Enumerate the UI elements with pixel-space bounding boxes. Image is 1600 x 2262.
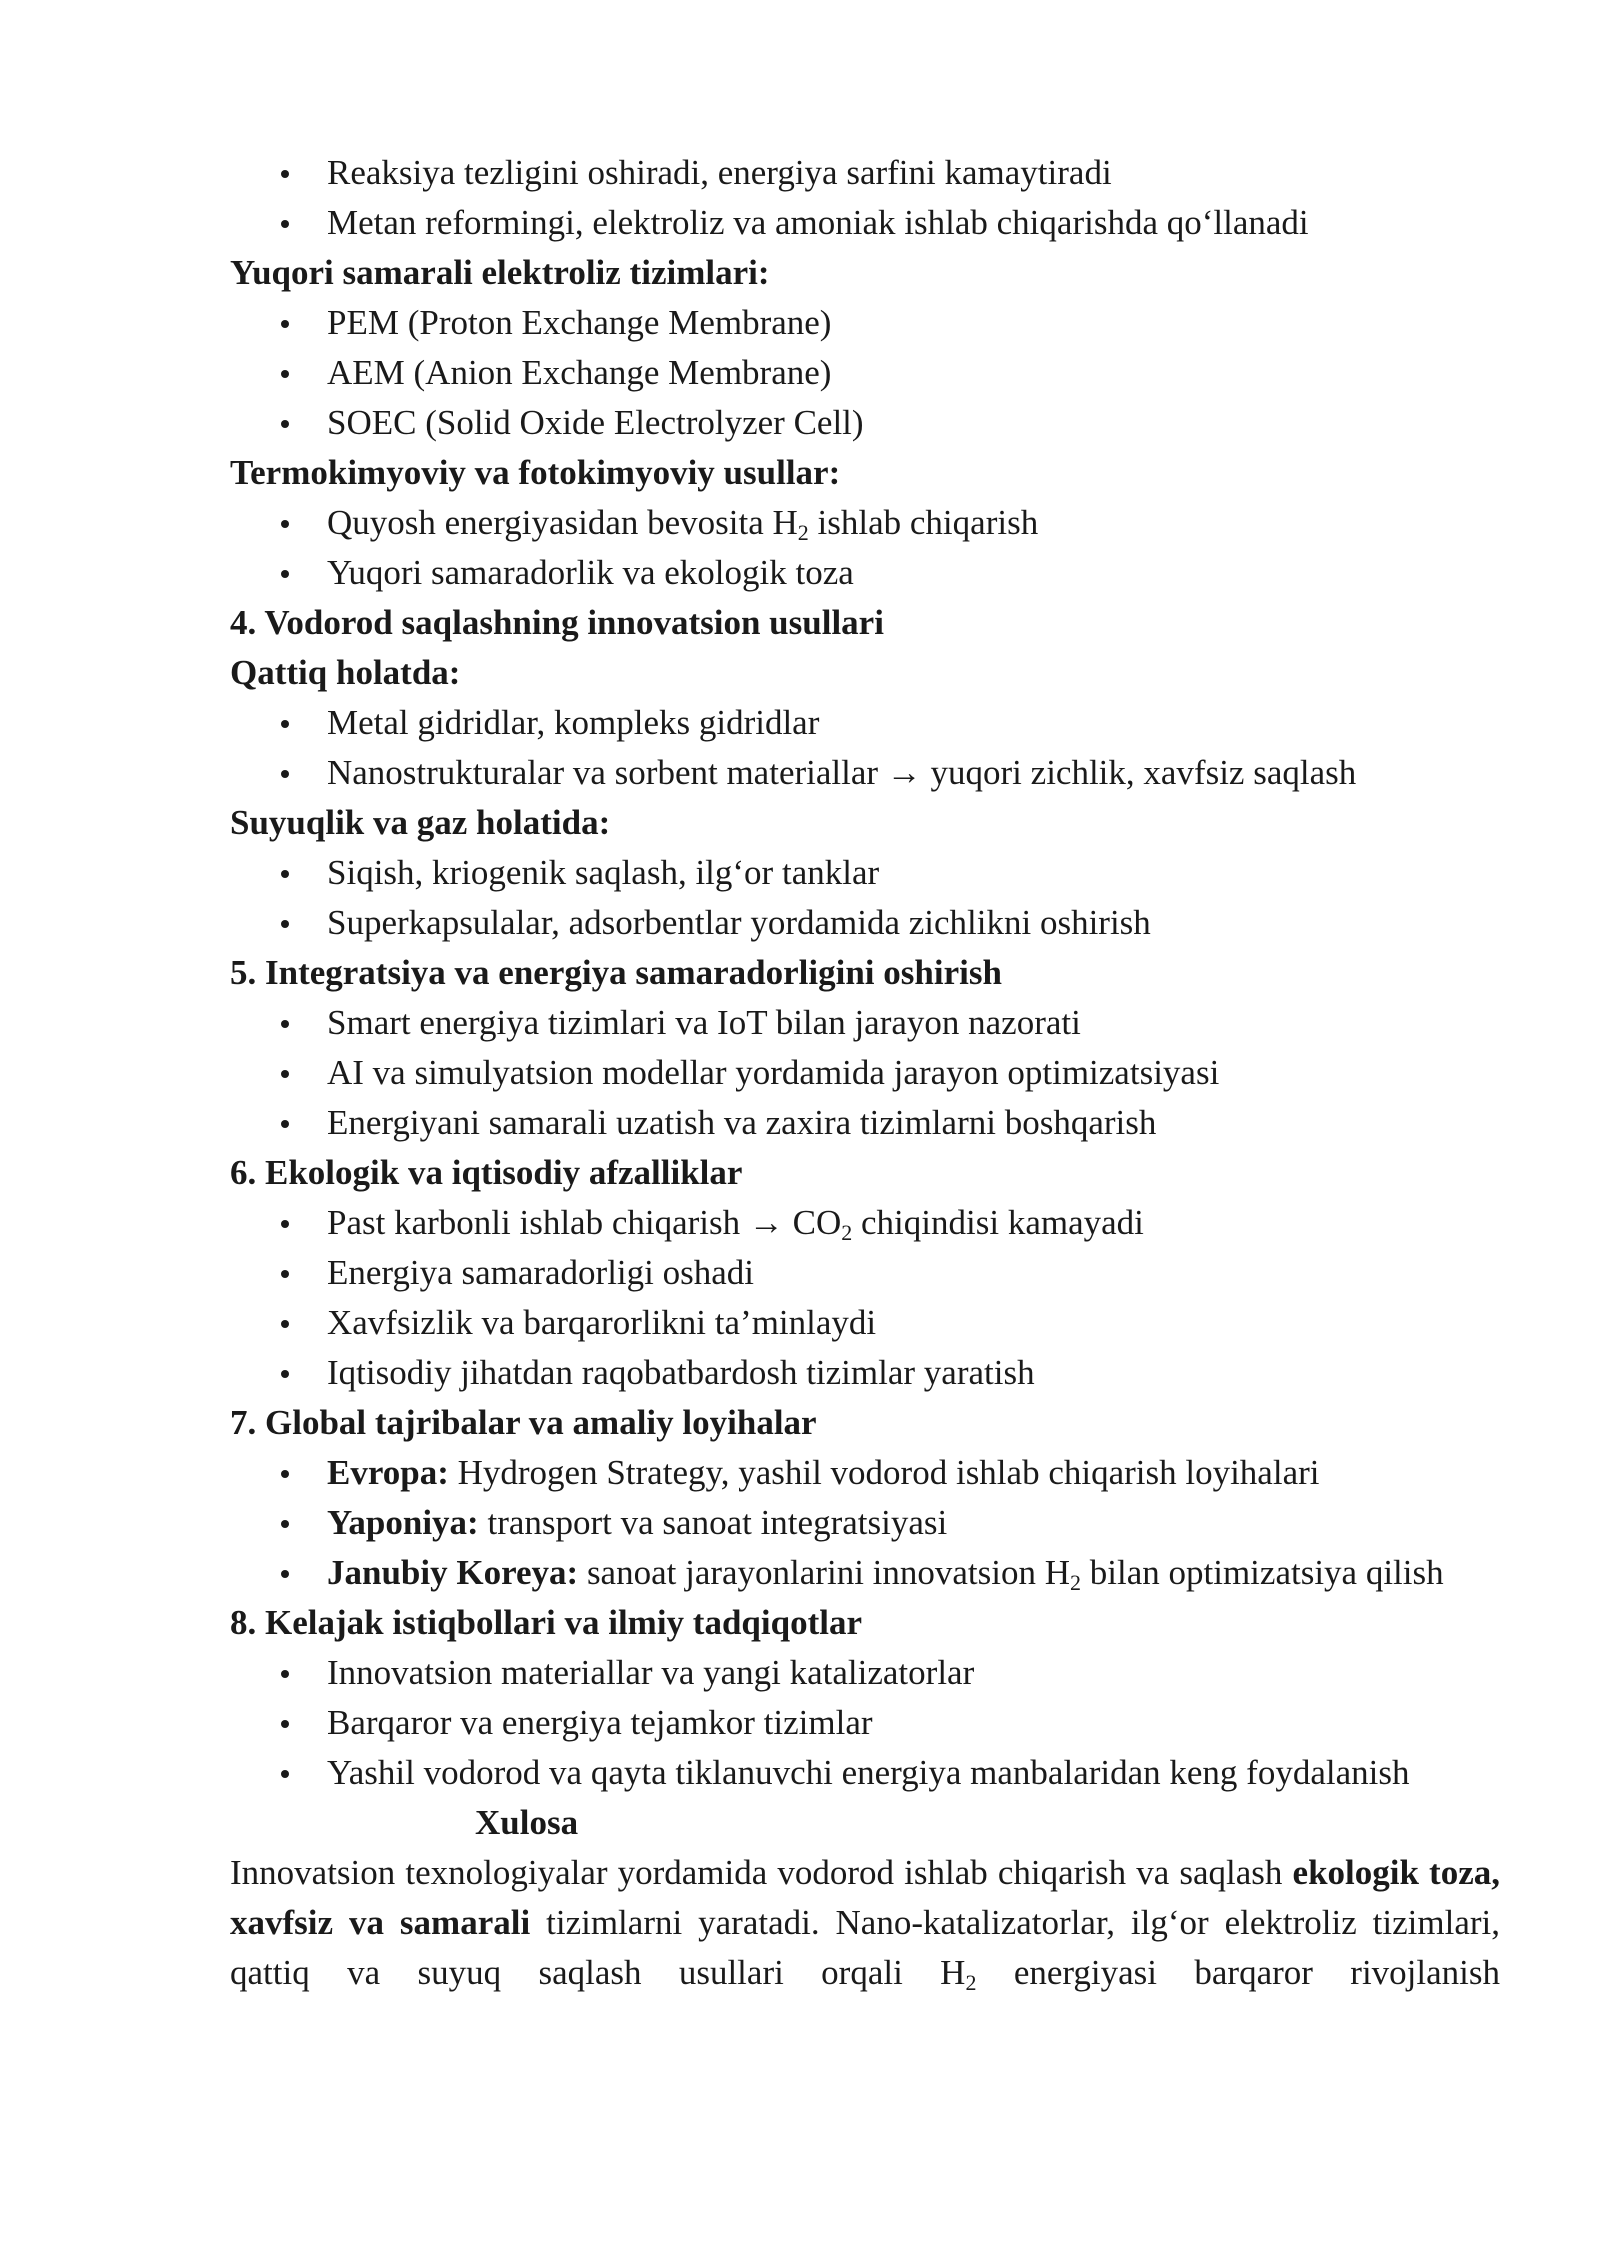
conclusion-paragraph xyxy=(230,1848,1500,1998)
list-item xyxy=(230,348,1500,398)
item-text-cont: ishlab chiqarish xyxy=(808,503,1039,542)
section-heading: Suyuqlik va gaz holatida: xyxy=(230,803,611,842)
item-text-cont: chiqindisi kamayadi xyxy=(852,1203,1144,1242)
list-item xyxy=(230,1548,1500,1598)
item-text: Metan reformingi, elektroliz va amoniak ishlab chiqarishda qo‘llanadi xyxy=(327,203,1309,242)
list-item xyxy=(230,1448,1500,1498)
list-item xyxy=(230,1098,1500,1148)
subscript: 2 xyxy=(797,520,809,545)
section-heading: 5. Integratsiya va energiya samaradorligini oshirish xyxy=(230,953,1002,992)
item-text: Metal gidridlar, kompleks gidridlar xyxy=(327,703,820,742)
item-label: Janubiy Koreya: xyxy=(327,1553,579,1592)
item-text: Hydrogen Strategy, yashil vodorod ishlab chiqarish loyihalari xyxy=(448,1453,1320,1492)
item-text: Yuqori samaradorlik va ekologik toza xyxy=(327,553,854,592)
section-heading: Qattiq holatda: xyxy=(230,653,461,692)
section-heading: Yuqori samarali elektroliz tizimlari: xyxy=(230,253,770,292)
paragraph-text: Innovatsion texnologiyalar yordamida vodorod ishlab chiqarish va saqlash xyxy=(230,1853,1293,1892)
item-text: AI va simulyatsion modellar yordamida jarayon optimizatsiyasi xyxy=(327,1053,1220,1092)
bullet-list xyxy=(230,1648,1500,1798)
list-item xyxy=(230,1348,1500,1398)
item-text: Siqish, kriogenik saqlash, ilg‘or tanklar xyxy=(327,853,880,892)
item-text: AEM (Anion Exchange Membrane) xyxy=(327,353,832,392)
item-text: transport va sanoat integratsiyasi xyxy=(478,1503,948,1542)
list-item xyxy=(230,198,1500,248)
item-text: Past karbonli ishlab chiqarish → CO xyxy=(327,1203,842,1242)
list-item xyxy=(230,148,1500,198)
item-text: Smart energiya tizimlari va IoT bilan jarayon nazorati xyxy=(327,1003,1081,1042)
conclusion-title: Xulosa xyxy=(475,1803,579,1842)
list-item xyxy=(230,698,1500,748)
bullet-list xyxy=(230,298,1500,448)
list-item xyxy=(230,1048,1500,1098)
list-item xyxy=(230,1748,1500,1798)
item-label: Evropa: xyxy=(327,1453,449,1492)
bullet-list xyxy=(230,1198,1500,1398)
list-item xyxy=(230,1248,1500,1298)
subscript: 2 xyxy=(841,1220,853,1245)
paragraph-text: energiyasi barqaror rivojlanish xyxy=(976,1953,1500,1992)
item-text-cont: bilan optimizatsiya qilish xyxy=(1081,1553,1444,1592)
list-item xyxy=(230,398,1500,448)
list-item xyxy=(230,848,1500,898)
item-text: Energiyani samarali uzatish va zaxira tizimlarni boshqarish xyxy=(327,1103,1157,1142)
list-item xyxy=(230,1298,1500,1348)
bullet-list xyxy=(230,148,1500,248)
list-item xyxy=(230,1198,1500,1248)
list-item xyxy=(230,998,1500,1048)
list-item xyxy=(230,1498,1500,1548)
list-item xyxy=(230,898,1500,948)
item-text: Quyosh energiyasidan bevosita H xyxy=(327,503,798,542)
item-text: SOEC (Solid Oxide Electrolyzer Cell) xyxy=(327,403,864,442)
section-heading: 7. Global tajribalar va amaliy loyihalar xyxy=(230,1403,817,1442)
subscript: 2 xyxy=(1070,1570,1082,1595)
bullet-list xyxy=(230,998,1500,1148)
item-text: Xavfsizlik va barqarorlikni ta’minlaydi xyxy=(327,1303,877,1342)
list-item xyxy=(230,1698,1500,1748)
bullet-list xyxy=(230,1448,1500,1598)
list-item xyxy=(230,548,1500,598)
section-heading: 8. Kelajak istiqbollari va ilmiy tadqiqotlar xyxy=(230,1603,862,1642)
item-text: Innovatsion materiallar va yangi katalizatorlar xyxy=(327,1653,975,1692)
list-item xyxy=(230,748,1500,798)
section-heading: 4. Vodorod saqlashning innovatsion usullari xyxy=(230,603,884,642)
section-heading: Termokimyoviy va fotokimyoviy usullar: xyxy=(230,453,841,492)
item-label: Yaponiya: xyxy=(327,1503,479,1542)
item-text: Yashil vodorod va qayta tiklanuvchi energiya manbalaridan keng foydalanish xyxy=(327,1753,1410,1792)
item-text: Energiya samaradorligi oshadi xyxy=(327,1253,755,1292)
bold-text: ekologik toza, xavfsiz va samarali xyxy=(230,1853,1500,1942)
item-text: PEM (Proton Exchange Membrane) xyxy=(327,303,832,342)
list-item xyxy=(230,498,1500,548)
paragraph-text: tizimlarni yaratadi. Nano-katalizatorlar, ilg‘or elektroliz tizimlari, qattiq va suyuq saqlash usullari orqali H xyxy=(230,1903,1501,1992)
bullet-list xyxy=(230,848,1500,948)
list-item xyxy=(230,298,1500,348)
item-text: Reaksiya tezligini oshiradi, energiya sarfini kamaytiradi xyxy=(327,153,1112,192)
item-text: Barqaror va energiya tejamkor tizimlar xyxy=(327,1703,873,1742)
item-text: Iqtisodiy jihatdan raqobatbardosh tizimlar yaratish xyxy=(327,1353,1035,1392)
bullet-list xyxy=(230,698,1500,798)
section-heading: 6. Ekologik va iqtisodiy afzalliklar xyxy=(230,1153,743,1192)
list-item xyxy=(230,1648,1500,1698)
subscript: 2 xyxy=(965,1970,977,1995)
item-text: sanoat jarayonlarini innovatsion H xyxy=(578,1553,1071,1592)
item-text: Superkapsulalar, adsorbentlar yordamida zichlikni oshirish xyxy=(327,903,1151,942)
bullet-list xyxy=(230,498,1500,598)
item-text: Nanostrukturalar va sorbent materiallar → yuqori zichlik, xavfsiz saqlash xyxy=(327,753,1357,792)
